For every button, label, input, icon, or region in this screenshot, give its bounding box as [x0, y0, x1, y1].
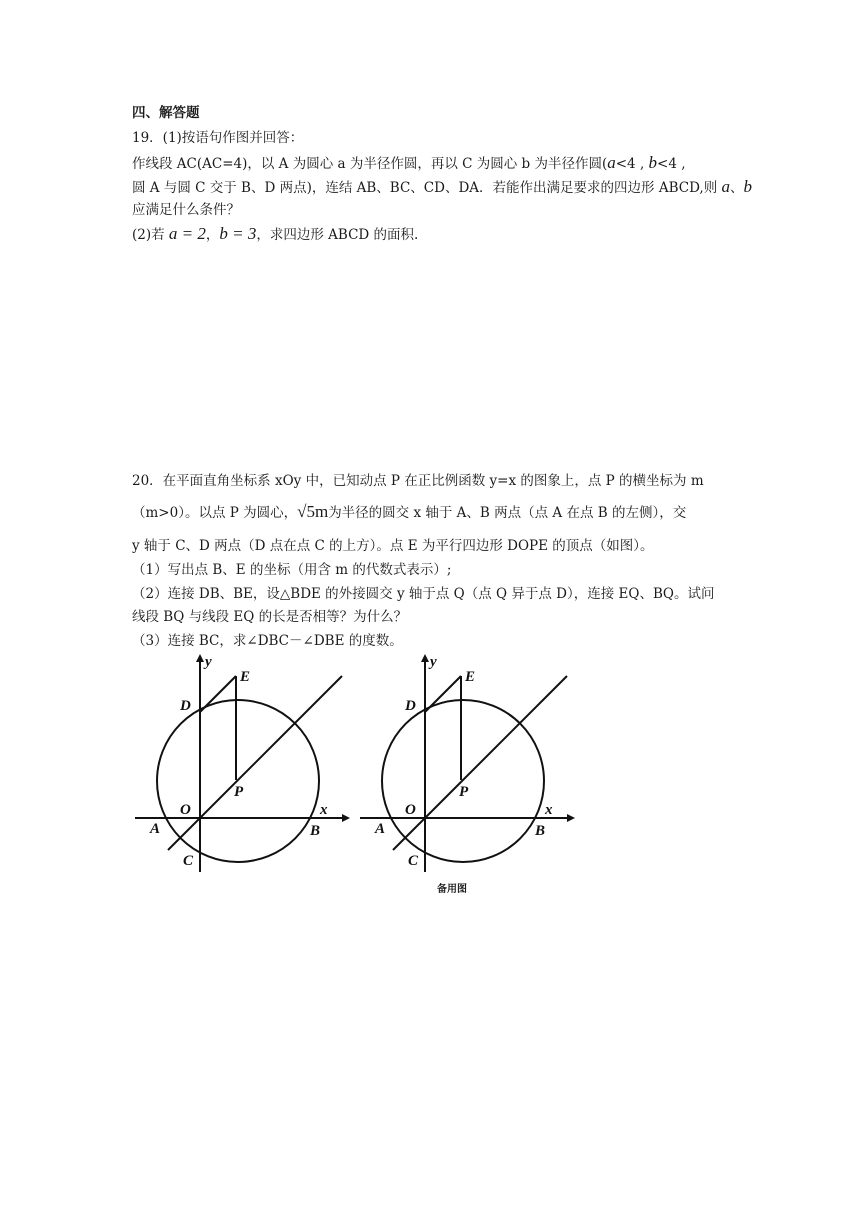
separator: 、: [730, 180, 744, 196]
label-y: y: [430, 654, 437, 670]
var-a: a: [607, 153, 616, 172]
segment-de: [200, 676, 236, 712]
q20-line-4: （1）写出点 B、E 的坐标（用含 m 的代数式表示）;: [132, 562, 452, 578]
label-c: C: [408, 853, 419, 869]
figure-backup: [355, 650, 585, 875]
y-arrow-icon: [421, 654, 429, 662]
q19-line-4: 应满足什么条件？: [132, 202, 240, 218]
label-p: P: [234, 784, 244, 800]
label-b: B: [535, 823, 546, 839]
label-a: A: [375, 821, 386, 837]
q20-line-7: （3）连接 BC，求∠DBC－∠DBE 的度数。: [132, 633, 403, 649]
x-arrow-icon: [567, 814, 575, 822]
q20-line-2-text: （m>0）。以点 P 为圆心，: [132, 505, 298, 521]
label-d: D: [180, 698, 191, 714]
label-p: P: [459, 784, 469, 800]
var-b: b: [743, 177, 752, 196]
label-x: x: [545, 802, 553, 818]
q19-line-1: 19．(1)按语句作图并回答：: [132, 130, 304, 146]
ineq-2: <4 ,: [657, 156, 686, 172]
label-x: x: [320, 802, 328, 818]
q20-line-3: y 轴于 C、D 两点（D 点在点 C 的上方）。点 E 为平行四边形 DOPE 的顶点（如图）。: [132, 538, 654, 554]
q19-line-2: [132, 154, 686, 173]
q19-line-3: [132, 178, 752, 197]
label-y: y: [205, 654, 212, 670]
q19-line-5-text: (2)若: [132, 227, 169, 243]
q19-line-2-text: 作线段 AC(AC=4)，以 A 为圆心 a 为半径作圆，再以 C 为圆心 b 为半径作圆(: [132, 156, 608, 172]
label-a: A: [150, 821, 161, 837]
q20-line-2: [132, 503, 686, 522]
label-b: B: [310, 823, 321, 839]
q20-line-6: 线段 BQ 与线段 EQ 的长是否相等？为什么？: [132, 609, 408, 625]
figure-main: [130, 650, 360, 875]
var-b: b: [648, 153, 658, 172]
label-e: E: [240, 669, 251, 685]
q19-line-5: [132, 225, 418, 244]
label-d: D: [405, 698, 416, 714]
label-c: C: [183, 853, 194, 869]
var-a: a: [721, 177, 730, 196]
ineq-1: <4 ,: [615, 156, 649, 172]
y-arrow-icon: [196, 654, 204, 662]
comma: ，: [205, 227, 220, 243]
figure-caption: 备用图: [437, 884, 467, 895]
q20-line-1: 20．在平面直角坐标系 xOy 中，已知动点 P 在正比例函数 y=x 的图象上，点 P 的横坐标为 m: [132, 473, 704, 489]
x-arrow-icon: [342, 814, 350, 822]
sqrt5m: √5m: [297, 502, 329, 521]
label-o: O: [405, 802, 416, 818]
label-o: O: [180, 802, 191, 818]
q19-line-3-text: 圆 A 与圆 C 交于 B、D 两点)，连结 AB、BC、CD、DA．若能作出满足要求的四边形 ABCD,则: [132, 180, 722, 196]
equation-b: b = 3: [219, 224, 257, 243]
equation-a: a = 2: [168, 224, 206, 243]
q19-line-5-end: ，求四边形 ABCD 的面积.: [256, 227, 419, 243]
q20-line-2-end: 为半径的圆交 x 轴于 A、B 两点（点 A 在点 B 的左侧），交: [328, 505, 687, 521]
segment-de: [425, 676, 461, 712]
q20-line-5: （2）连接 DB、BE，设△BDE 的外接圆交 y 轴于点 Q（点 Q 异于点 D），连接 EQ、BQ。试问: [132, 586, 715, 602]
section-title: 四、解答题: [132, 105, 200, 121]
label-e: E: [465, 669, 476, 685]
